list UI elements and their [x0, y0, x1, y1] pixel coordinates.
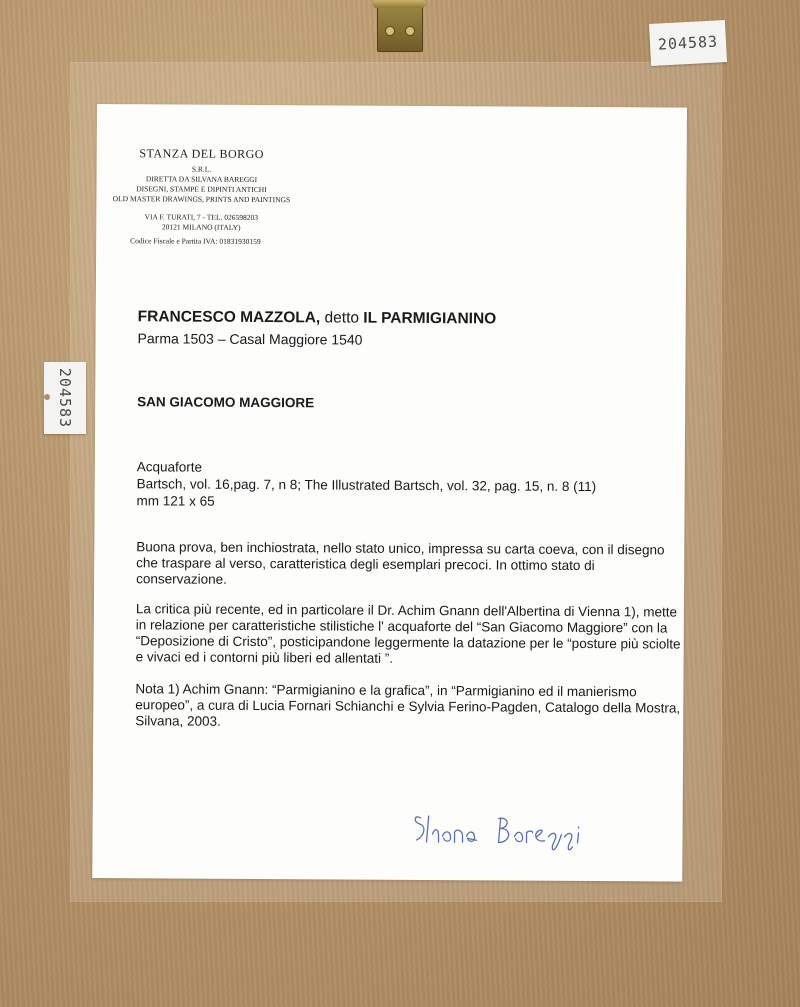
certificate-sheet	[92, 104, 687, 882]
note-paragraph: Nota 1) Achim Gnann: “Parmigianino e la grafica”, in “Parmigianino ed il manierismo europeo”, a cura di Lucia Fornari Schianchi e Sylvia Ferino-Pagden, Catalogo della Mostra, Silvana, 2003.	[135, 681, 681, 729]
artist-dates: Parma 1503 – Casal Maggiore 1540	[137, 330, 363, 348]
dimensions: mm 121 x 65	[136, 493, 215, 509]
artist-nickname: IL PARMIGIANINO	[363, 309, 497, 328]
hanging-hook	[373, 0, 425, 50]
inventory-number: 204583	[657, 32, 719, 54]
artist-detto: detto	[320, 309, 364, 327]
fiscal-code: Codice Fiscale e Partita IVA: 01831930159	[130, 236, 261, 247]
screw-icon	[385, 26, 395, 36]
gallery-name: STANZA DEL BORGO	[139, 146, 265, 162]
gallery-tagline-english: OLD MASTER DRAWINGS, PRINTS AND PAINTINGS	[112, 194, 291, 205]
gallery-city: 20121 MILANO (ITALY)	[161, 222, 241, 232]
hook-bar	[373, 0, 425, 8]
technique: Acquaforte	[136, 459, 203, 475]
catalogue-reference: Bartsch, vol. 16,pag. 7, n 8; The Illustrated Bartsch, vol. 32, pag. 15, n. 8 (11)	[136, 476, 597, 495]
work-title: SAN GIACOMO MAGGIORE	[137, 394, 315, 411]
sticker-hole	[44, 394, 50, 400]
technical-details	[137, 458, 597, 512]
gallery-address: VIA F. TURATI, 7 - TEL. 026598203	[144, 212, 259, 222]
artist-name: FRANCESCO MAZZOLA,	[137, 308, 321, 327]
inventory-sticker-top	[649, 20, 727, 66]
condition-paragraph: Buona prova, ben inchiostrata, nello stato unico, impressa su carta coeva, con il disegno che traspare al verso, caratteristica degli esemplari precoci. In ottimo stato di conservazione.	[136, 539, 665, 587]
artist-heading	[138, 308, 497, 328]
hook-plate	[377, 6, 423, 52]
letterhead	[96, 146, 307, 233]
inventory-number: 204583	[56, 367, 74, 429]
inventory-sticker-side	[44, 362, 86, 434]
handwritten-signature	[410, 806, 590, 853]
gallery-director: DIRETTA DA SILVANA BAREGGI	[145, 174, 258, 184]
gallery-tagline-italian: DISEGNI, STAMPE E DIPINTI ANTICHI	[136, 184, 267, 195]
critique-paragraph: La critica più recente, ed in particolare il Dr. Achim Gnann dell'Albertina di Vienna 1), mette in relazione per caratteristiche stilistiche l' acquaforte del “San Giacomo Maggiore” con la “Deposizione di Cristo”, posticipandone leggermente la datazione per le “posture più sciolte e vivaci ed i contorni più liberi ed allentati ”.	[135, 601, 681, 666]
screw-icon	[405, 26, 415, 36]
company-type: S.R.L.	[191, 164, 212, 174]
